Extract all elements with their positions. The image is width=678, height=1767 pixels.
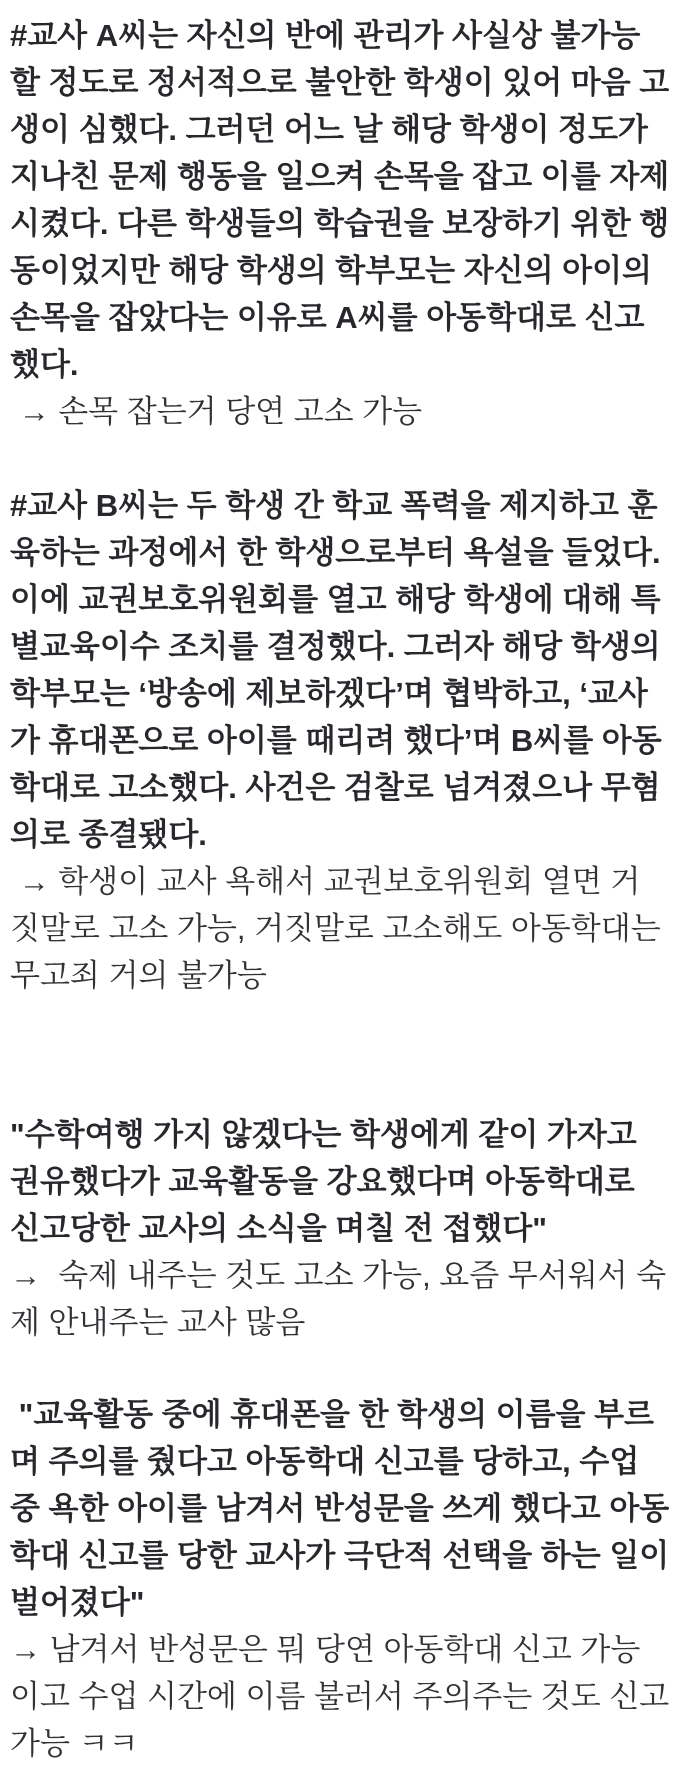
quote-1-comment-text: → 숙제 내주는 것도 고소 가능, 요즘 무서워서 숙제 안내주는 교사 많음 (10, 1258, 667, 1340)
case-a-comment-text: → 손목 잡는거 당연 고소 가능 (10, 394, 423, 429)
quote-2-text: "교육활동 중에 휴대폰을 한 학생의 이름을 부르며 주의를 줬다고 아동학대 신고를 당하고, 수업 중 욕한 아이를 남겨서 반성문을 쓰게 했다고 아동학대 신고를 당한 교사가 극단적 선택을 하는 일이 벌어졌다" (10, 1397, 678, 1620)
quote-2-section (10, 1391, 678, 1767)
quote-1-text: "수학여행 가지 않겠다는 학생에게 같이 가자고 권유했다가 교육활동을 강요했다며 아동학대로 신고당한 교사의 소식을 며칠 전 접했다" (10, 1117, 646, 1246)
case-a-section (10, 12, 670, 435)
quote-1-section (10, 1111, 670, 1346)
case-b-section (10, 482, 670, 999)
case-b-story-text: #교사 B씨는 두 학생 간 학교 폭력을 제지하고 훈육하는 과정에서 한 학생으로부터 욕설을 들었다. 이에 교권보호위원회를 열고 해당 학생에 대해 특별교육이수 조치를 결정했다. 그러자 해당 학생의 학부모는 ‘방송에 제보하겠다’며 협박하고, ‘교사가 휴대폰으로 아이를 때리려 했다’며 B씨를 아동학대로 고소했다. 사건은 검찰로 넘겨졌으나 무혐의로 종결됐다. (10, 488, 670, 852)
case-a-story-text: #교사 A씨는 자신의 반에 관리가 사실상 불가능할 정도로 정서적으로 불안한 학생이 있어 마음 고생이 심했다. 그러던 어느 날 해당 학생이 정도가 지나친 문제 행동을 일으켜 손목을 잡고 이를 자제시켰다. 다른 학생들의 학습권을 보장하기 위한 행동이었지만 해당 학생의 학부모는 자신의 아이의 손목을 잡았다는 이유로 A씨를 아동학대로 신고했다. (10, 18, 670, 382)
quote-2-comment-text: → 남겨서 반성문은 뭐 당연 아동학대 신고 가능이고 수업 시간에 이름 불러서 주의주는 것도 신고가능 ㅋㅋ (10, 1632, 670, 1761)
case-b-comment-text: → 학생이 교사 욕해서 교권보호위원회 열면 거짓말로 고소 가능, 거짓말로 고소해도 아동학대는 무고죄 거의 불가능 (10, 864, 670, 993)
